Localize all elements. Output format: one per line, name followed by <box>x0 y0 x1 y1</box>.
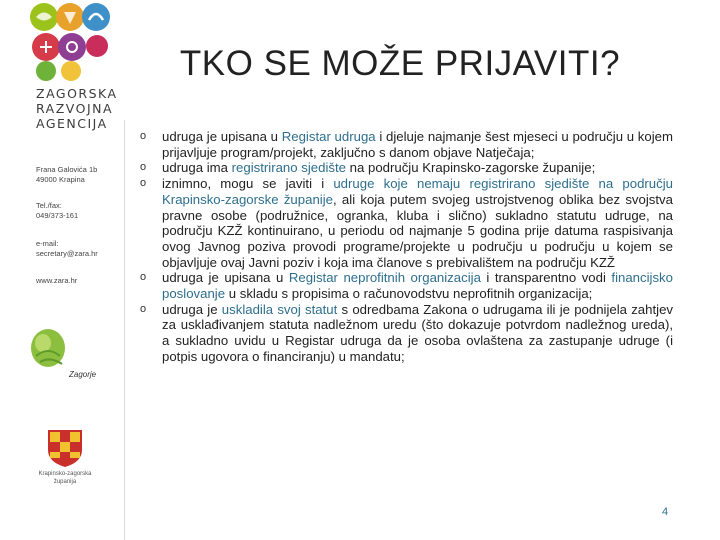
item-text: udruga ima <box>162 160 232 176</box>
county-label-line: županija <box>53 479 77 485</box>
email-label: e-mail: <box>36 239 59 248</box>
item-text: i djeluje najmanje šest mjeseci u području u kojem prijavljuje program/projekt, zaključno s danom objave Natječaja; <box>162 129 673 160</box>
item-text: iznimno, mogu se javiti i <box>162 176 334 192</box>
org-name-line: RAZVOJNA <box>36 101 114 116</box>
list-item <box>140 270 673 301</box>
item-highlight: uskladila svoj statut <box>221 301 338 317</box>
county-label-line: Krapinsko-zagorska <box>38 471 92 477</box>
item-highlight: Registar udruga <box>281 129 376 144</box>
item-text: i transparentno vodi <box>480 270 612 286</box>
zara-logo-icon <box>26 2 118 82</box>
email-address[interactable]: secretary@zara.hr <box>36 249 98 258</box>
item-highlight: registrirano sjedište <box>231 160 346 176</box>
list-item <box>140 129 673 160</box>
bullet-icon: o <box>140 271 147 284</box>
coat-of-arms-icon <box>46 428 84 468</box>
bullet-icon: o <box>140 130 147 142</box>
item-text: udruga je upisana u <box>162 270 289 286</box>
item-text: na području Krapinsko-zagorske županije; <box>345 160 596 176</box>
bullet-icon: o <box>140 177 147 190</box>
address-line: Frana Galovića 1b <box>36 165 98 174</box>
address <box>36 165 97 185</box>
item-text: s odredbama Zakona o udrugama ili je podnijela zahtjev za usklađivanjem statuta nadležnom uredu (što dokazuje potvrdom nadležnog ureda), a sukladno uvidu u Registar udruga da je osoba ovlaštena za zastupanje udruge (i potpis ugovora o financiranju) u mandatu; <box>162 301 673 364</box>
vertical-divider <box>124 120 125 540</box>
county-label <box>26 470 104 486</box>
list-item <box>140 302 673 365</box>
item-highlight: Registar neprofitnih organizacija <box>288 270 481 286</box>
email <box>36 239 98 259</box>
website-link[interactable]: www.zara.hr <box>36 276 78 285</box>
address-line: 49000 Krapina <box>36 175 85 184</box>
org-name <box>36 86 118 131</box>
telfax-number: 049/373-161 <box>36 211 79 220</box>
bullet-icon: o <box>140 302 147 315</box>
org-name-line: ZAGORSKA <box>36 86 118 101</box>
item-text: udruga je upisana u <box>162 129 282 144</box>
bullet-icon: o <box>140 161 147 174</box>
item-text: u skladu s propisima o računovodstvu neprofitnih organizacija; <box>225 286 593 302</box>
item-highlight: udruge koje nemaju registrirano sjedište na području Krapinsko-zagorske županije <box>162 176 673 207</box>
list-item <box>140 176 673 270</box>
telfax-label: Tel./fax: <box>36 201 62 210</box>
website <box>36 276 77 286</box>
item-text: udruga je <box>162 301 222 317</box>
telfax <box>36 201 78 221</box>
item-text: , ali koja putem svojeg ustrojstvenog oblika bez svojstva pravne osobe (podružnice, ogranka, kluba i slično) sukladno statutu udruge, na području KZŽ kontinuirano, u periodu od najmanje 5 godina prije datuma raspisivanja ovog Javnog poziva provodi programe/projekte u području u području u kojem se objavljuje ovaj Javni poziv i koja ima članove s prebivalištem na području KZŽ <box>162 191 673 270</box>
page-number: 4 <box>662 506 669 518</box>
eligibility-list <box>140 129 673 365</box>
zagorje-label: Zagorje <box>69 370 97 379</box>
org-name-line: AGENCIJA <box>36 116 108 131</box>
list-item <box>140 160 673 176</box>
item-highlight: financijsko poslovanje <box>162 270 673 302</box>
page-title: TKO SE MOŽE PRIJAVITI? <box>179 44 621 83</box>
sidebar <box>0 0 118 540</box>
